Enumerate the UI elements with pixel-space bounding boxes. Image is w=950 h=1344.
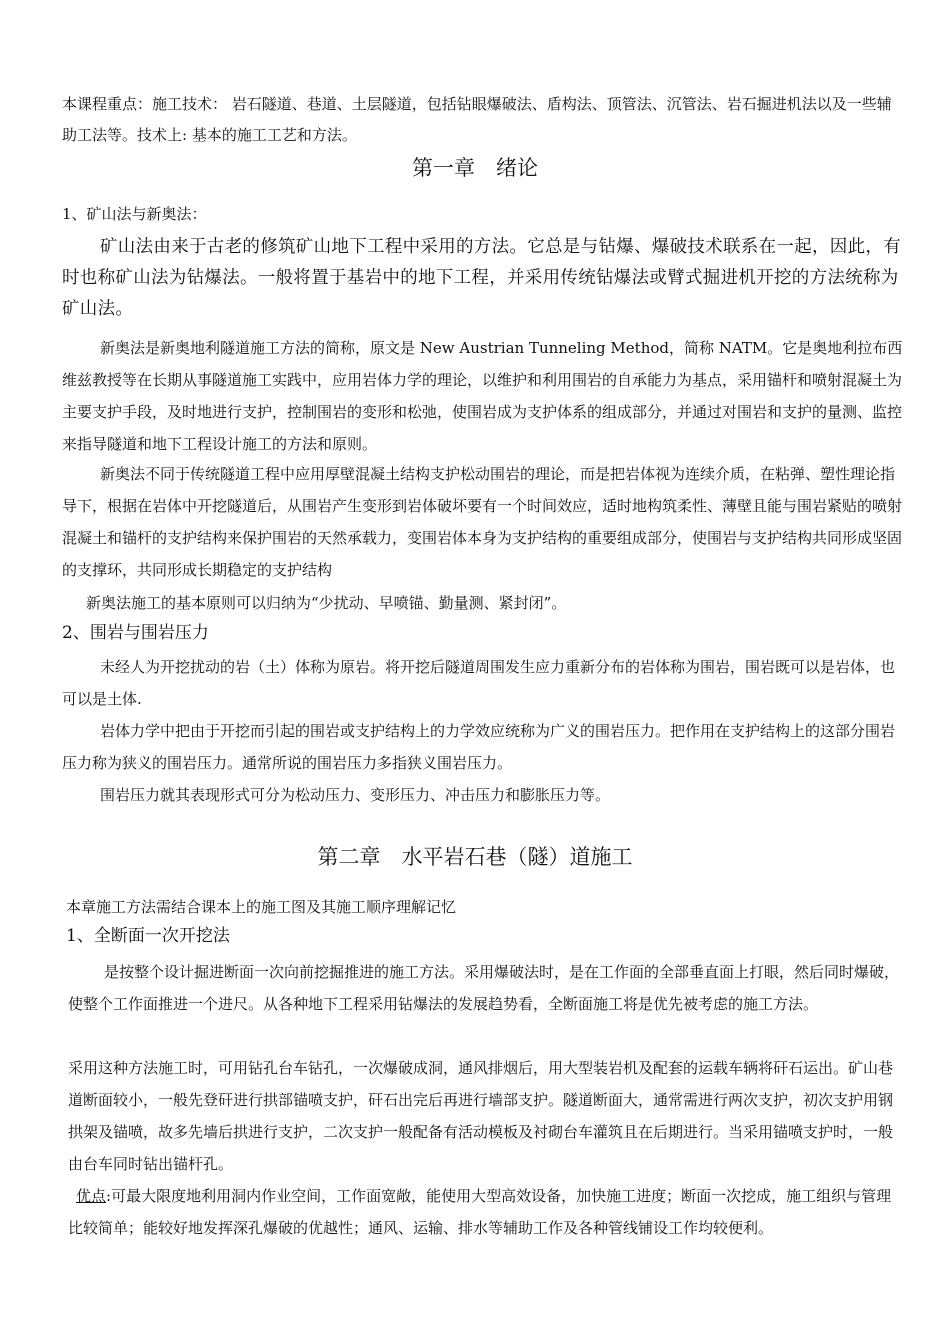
mining-method-paragraph: 矿山法由来于古老的修筑矿山地下工程中采用的方法。它总是与钻爆、爆破技术联系在一起，因此，有时也称矿山法为钻爆法。一般将置于基岩中的地下工程，并采用传统钻爆法或臂式掘进机开挖的方法统称为矿山法。 — [62, 237, 901, 319]
full-face-procedure-paragraph: 采用这种方法施工时，可用钻孔台车钻孔，一次爆破成洞，通风排烟后，用大型装岩机及配套的运载车辆将矸石运出。矿山巷道断面较小，一般先登矸进行拱部锚喷支护，矸石出完后再进行墙部支护。隧道断面大，通常需进行两次支护，初次支护用钢拱架及锚喷，故多先墙后拱进行支护，二次支护一般配备有活动模板及衬砌台车灌筑且在后期进行。当采用锚喷支护时，一般由台车同时钻出锚杆孔。 — [68, 1059, 894, 1173]
natm-principle-paragraph: 新奥法施工的基本原则可以归纳为“少扰动、早喷锚、勤量测、紧封闭”。 — [86, 594, 567, 612]
advantages-text: :可最大限度地利用洞内作业空间，工作面宽敞，能使用大型高效设备，加快施工进度；断面一次挖成，施工组织与管理比较简单；能较好地发挥深孔爆破的优越性；通风、运输、排水等辅助工作及各种管线铺设工作均较便利。 — [68, 1187, 892, 1237]
surrounding-rock-paragraph: 未经人为开挖扰动的岩（土）体称为原岩。将开挖后隧道周围发生应力重新分布的岩体称为围岩，围岩既可以是岩体，也可以是土体. — [62, 658, 896, 708]
rock-pressure-paragraph: 岩体力学中把由于开挖而引起的围岩或支护结构上的力学效应统称为广义的围岩压力。把作用在支护结构上的这部分围岩压力称为狭义的围岩压力。通常所说的围岩压力多指狭义围岩压力。 — [62, 722, 896, 772]
full-face-definition-paragraph: 是按整个设计掘进断面一次向前挖掘推进的施工方法。采用爆破法时，是在工作面的全部垂直面上打眼，然后同时爆破，使整个工作面推进一个进尺。从各种地下工程采用钻爆法的发展趋势看，全断面施工将是优先被考虑的施工方法。 — [68, 963, 900, 1013]
pressure-types-paragraph: 围岩压力就其表现形式可分为松动压力、变形压力、冲击压力和膨胀压力等。 — [100, 786, 611, 804]
chapter1-title: 第一章 绪论 — [412, 156, 538, 180]
section1-heading: 1、矿山法与新奥法： — [62, 205, 207, 223]
natm-theory-paragraph: 新奥法不同于传统隧道工程中应用厚壁混凝土结构支护松动围岩的理论，而是把岩体视为连续介质，在粘弹、塑性理论指导下，根据在岩体中开挖隧道后，从围岩产生变形到岩体破坏要有一个时间效应，适时地构筑柔性、薄壁且能与围岩紧贴的喷射混凝土和锚杆的支护结构来保护围岩的天然承载力，变围岩体本身为支护结构的重要组成部分，使围岩与支护结构共同形成坚固的支撑环，共同形成长期稳定的支护结构 — [62, 465, 903, 579]
chapter2-note: 本章施工方法需结合课本上的施工图及其施工顺序理解记忆 — [66, 898, 457, 916]
advantages-label: 优点 — [76, 1187, 107, 1205]
section2-heading: 2、围岩与围岩压力 — [62, 623, 209, 643]
natm-definition-paragraph: 新奥法是新奥地利隧道施工方法的简称，原文是 New Austrian Tunneling Method，简称 NATM。它是奥地利拉布西维兹教授等在长期从事隧道施工实践中，应用岩体力学的理论，以维护和利用围岩的自承能力为基点，采用锚杆和喷射混凝土为主要支护手段，及时地进行支护，控制围岩的变形和松弛，使围岩成为支护体系的组成部分，并通过对围岩和支护的量测、监控来指导隧道和地下工程设计施工的方法和原则。 — [62, 339, 903, 453]
intro-paragraph: 本课程重点：施工技术： 岩石隧道、巷道、土层隧道，包括钻眼爆破法、盾构法、顶管法、沉管法、岩石掘进机法以及一些辅助工法等。技术上: 基本的施工工艺和方法。 — [62, 95, 892, 144]
chapter2-title: 第二章 水平岩石巷（隧）道施工 — [317, 845, 633, 869]
full-face-heading: 1、全断面一次开挖法 — [66, 926, 230, 946]
advantages-paragraph — [68, 1180, 904, 1244]
